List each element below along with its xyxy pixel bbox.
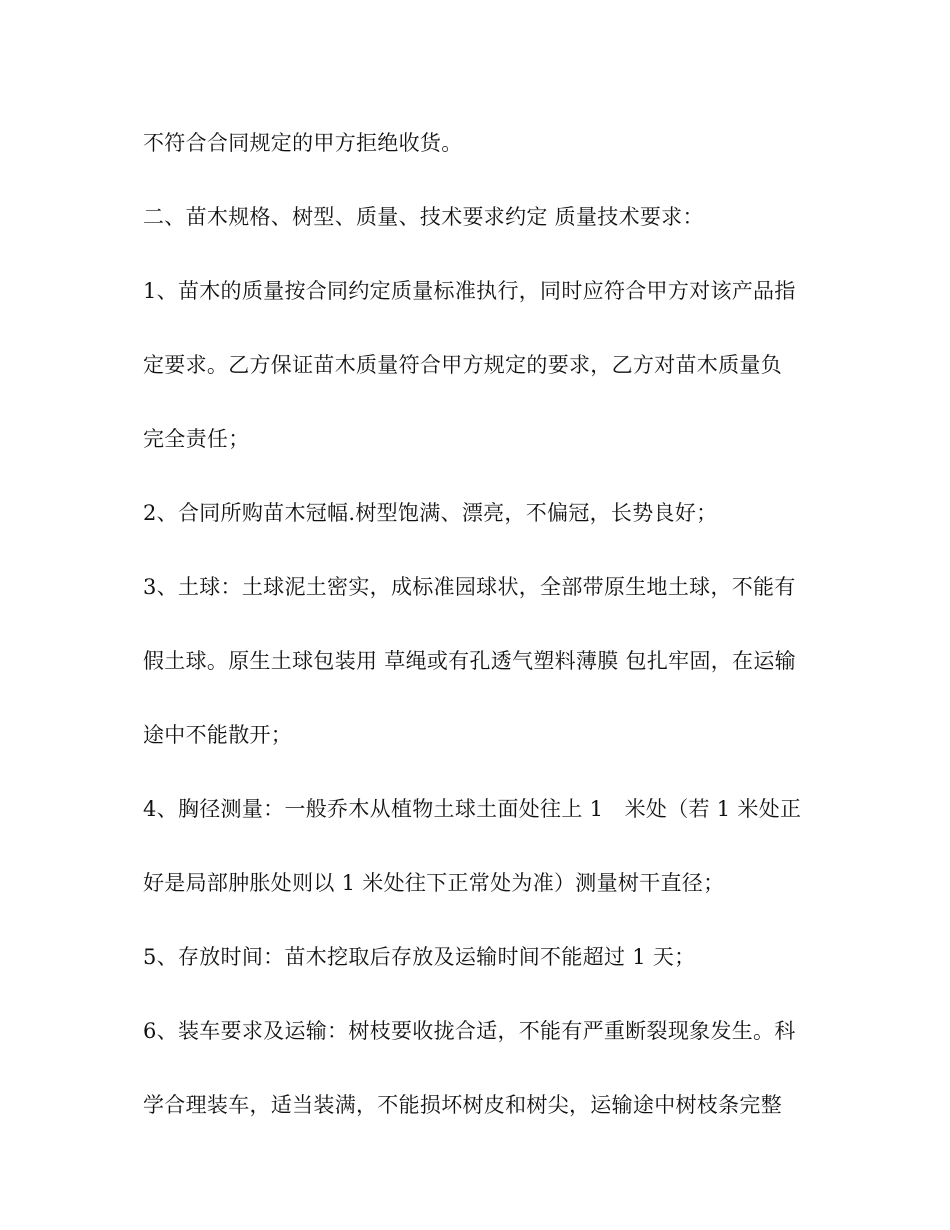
text-line-8: 假土球。原生土球包装用 草绳或有孔透气塑料薄膜 包扎牢固，在运输 [143, 649, 796, 673]
section-heading: 二、苗木规格、树型、质量、技术要求约定 质量技术要求： [143, 205, 704, 229]
text-line-11: 好是局部肿胀处则以 1 米处往下正常处为准）测量树干直径； [143, 871, 725, 895]
text-line-3: 1、苗木的质量按合同约定质量标准执行，同时应符合甲方对该产品指 [143, 279, 796, 303]
text-line-4: 定要求。乙方保证苗木质量符合甲方规定的要求，乙方对苗木质量负 [143, 353, 782, 377]
text-line-5: 完全责任； [143, 427, 250, 451]
text-line-1: 不符合合同规定的甲方拒绝收货。 [143, 131, 463, 155]
text-line-7: 3、土球：土球泥土密实，成标准园球状，全部带原生地土球，不能有 [143, 575, 796, 599]
text-line-9: 途中不能散开； [143, 723, 293, 747]
text-line-14: 学合理装车，适当装满，不能损坏树皮和树尖，运输途中树枝条完整 [143, 1093, 782, 1117]
text-line-12: 5、存放时间：苗木挖取后存放及运输时间不能超过 1 天； [143, 945, 696, 969]
text-line-6: 2、合同所购苗木冠幅.树型饱满、漂亮，不偏冠，长势良好； [143, 501, 718, 525]
text-line-13: 6、装车要求及运输：树枝要收拢合适，不能有严重断裂现象发生。科 [143, 1019, 796, 1043]
text-line-10: 4、胸径测量：一般乔木从植物土球土面处往上 1 米处（若 1 米处正 [143, 797, 802, 821]
